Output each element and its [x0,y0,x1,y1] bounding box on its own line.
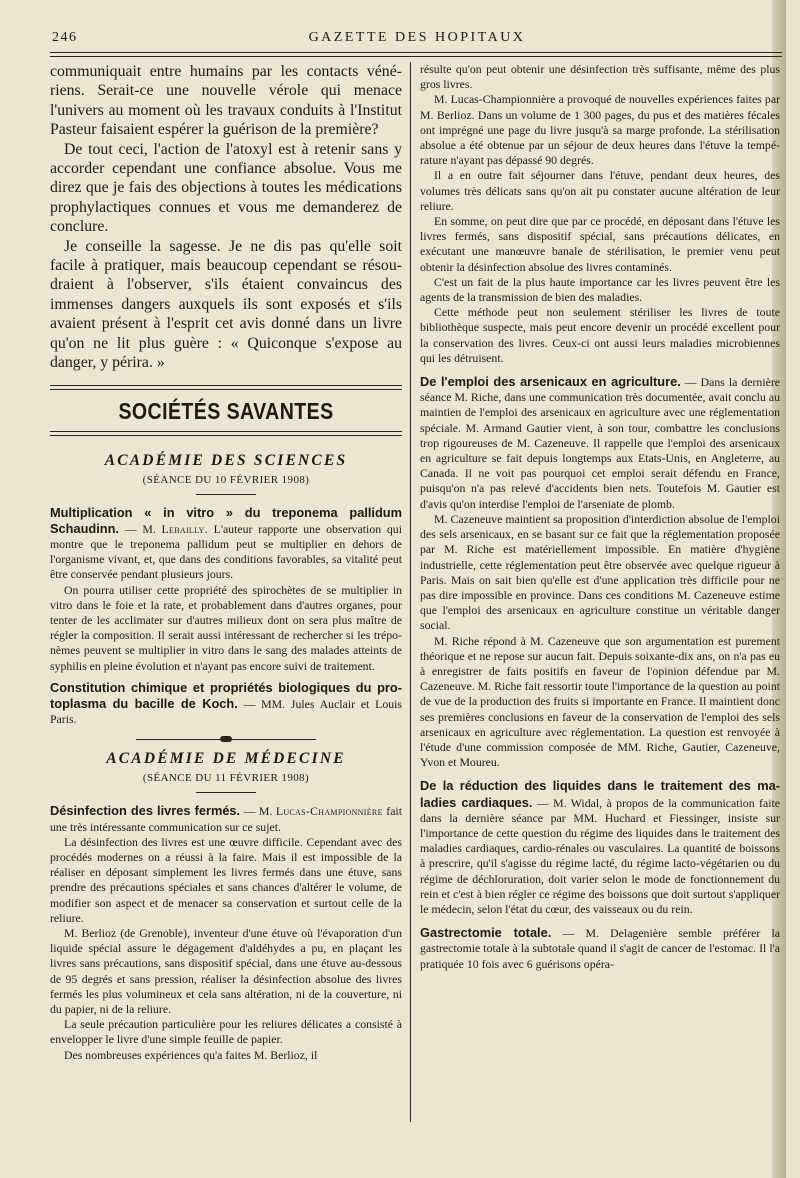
right-column-body [420,62,780,972]
academy-sciences-body: Multiplication « in vitro » du treponema pallidum Schaudinn. — M. Lebailly. L'auteur rapporte une observation qui montre que le treponema pallidum peut se multiplier en dehors de l'organisme vivant, et, que dans des conditions favorables, sa vitalité peut être conservée pendant plusieurs jours. On pourra utiliser cette propriété des spirochètes de se multiplier in vitro dans le foie et la rate, et probablement dans d'autres organes, pour tenter de les acclimater sur d'autres milieux dont on sera plus maître de régler la composition. Il serait aussi intéressant de rechercher si les tréponèmes peuvent se multiplier in vitro dans le sang des malades atteints de syphilis en pleine évolution et n'ayant pas encore suivi de traitement. Constitution chimique et propriétés biologiques du protoplasma du bacille de Koch. — MM. Jules Auclair et Louis Paris. [50,504,403,727]
paragraph: M. Riche répond à M. Cazeneuve que son argumentation est purement théorique et ne repose sur aucun fait. Depuis soixante-dix ans, on n'a pas eu à enregistrer de faits positifs en faveur de l'opinion défendue par M. Cazeneuve. M. Riche fait ressortir toute l'importance de la question au point de vue de la production des fruits si importante en France. Il maintient donc ses premières conclusions en faveur de la conservation de l'emploi des sels arsenicaux en agriculture avec réglementation. La question est renvoyée à l'étude d'une commission composée de MM. Riche, Gautier, Cazeneuve, Yvon et Moureu. [420,633,780,770]
academy-title: ACADÉMIE DES SCIENCES [104,451,348,469]
paragraph: résulte qu'on peut obtenir une désinfection très suffisante, même des plus gros livres. [420,62,780,92]
right-column [420,62,780,972]
session-date: (SÉANCE DU 11 FÉVRIER 1908) [142,772,310,785]
journal-title: GAZETTE DES HOPITAUX [308,30,526,45]
paragraph: On pourra utiliser cette propriété des spirochètes de se multiplier in vitro dans le foie et la rate, et probablement dans d'autres organes, pour tenter de les acclimater sur d'autres milieux dont on sera plus maître de régler la composition. Il serait aussi intéressant de rechercher si les tréponèmes peuvent se multiplier in vitro dans le sang des malades atteints de syphilis en pleine évolution et n'ayant pas encore suivi de traitement. [50,582,402,673]
entry-text: fait une très intéressante communication sur ce sujet. [50,804,402,834]
paragraph: Des nombreuses expériences qu'a faites M. Berlioz, il [64,1047,318,1062]
page-number: 246 [52,30,78,45]
ornamental-divider [136,739,316,740]
paragraph: M. Berlioz (de Grenoble), inventeur d'une étuve où l'évaporation d'un liquide spécial assure le dégagement d'aldéhydes a pu, en plaçant les livres sans précautions, sans dispositif spécial, dans une étuve au-dessous de 95 degrés et sans pression, réaliser la désinfection absolue des livres fermés les plus volumineux et cela sans altération, ni de la couverture, ni du papier, ni de la reliure. [50,925,402,1016]
paragraph: M. Lucas-Championnière a provoqué de nouvelles expériences faites par M. Berlioz. Dans un volume de 1 300 pages, du pus et des matières fécales ont imprégné une page du livre jusqu'à sa marge profonde. La stérilisation absolue a été obtenue par un séjour de deux heures dans l'étuve la température n'ayant pas dépassé 90 degrés. [420,92,780,168]
section-double-rule [50,385,402,390]
article-continuation [50,62,402,373]
entry-heading: Désinfection des livres fermés. [50,803,241,819]
entry-heading: Multiplication « in vitro » du treponema pallidum Schaudinn. [50,504,402,536]
paragraph: Il a en outre fait séjourner dans l'étuve, pendant deux heures, des volumes très délicats sans qu'on ait pu constater aucune altération de leur reliure. [420,168,780,213]
header-rule-2 [50,56,782,57]
paragraph: C'est un fait de la plus haute importance car les livres peuvent être les agents de la transmission de bien des maladies. [420,274,780,305]
left-column [50,62,402,1063]
author-name: Lebailly. [161,521,208,536]
paragraph: M. Cazeneuve maintient sa proposition d'interdiction absolue de l'emploi des sels arsenicaux, en se basant sur ce fait que la réglementation proposée par M. Riche est matériellement impossible. En matière d'hygiène industrielle, cette réglementation peut être observée avec quelque rigueur à Paris. Mais on sait bien qu'elle est d'une application très difficile pour ne pas dire impossible en province. Dans ces conditions M. Cazeneuve estime que l'emploi des arsenicaux en agriculture constitue un véritable danger social. [420,511,780,633]
paragraph: En somme, on peut dire que par ce procédé, en déposant dans l'étuve les livres fermés, sans dispositif spécial, sans précautions délicates, en exécutant une manœuvre banale de stérilisation, le premier venu peut obtenir la désinfection absolue des livres contaminés. [420,214,780,274]
paragraph: La désinfection des livres est une œuvre difficile. Cependant avec des procédés modernes on a réussi à la faire. Mais il est impossible de la réaliser en déposant simplement les livres fermés dans une étuve, sans prendre des précautions spéciales et sans chances d'altérer le volume, de modifier son aspect et de menacer sa conservation et surtout celle de la reliure. [50,834,402,925]
entry-text: — M. Widal, à propos de la communication faite dans la dernière séance par MM. Huchard et Fiessinger, insiste sur l'importance de cette question du régime des liquides dans le traitement des maladies cardiaques, cardio-rénales ou vasculaires. La quantité de boissons à prescrire, qu'il s'agisse du régime lacté, du régime lacto-végétarien ou du régime de déchloruration, doit varier selon le mode de fonctionnement du rein et c'est à bien régler ce régime des boissons que doit surtout s'appliquer le médecin, selon l'état du cœur, des vaisseaux ou du rein. [420,795,780,916]
running-header [52,30,782,50]
paragraph: Cette méthode peut non seulement stériliser les livres de toute bibliothèque suspecte, mais peut encore devenir un procédé excellent pour la conservation des livres. Ceux-ci ont aussi leurs maladies microbiennes qui les détruisent. [420,305,780,365]
divider [196,494,256,495]
academy-medecine-body: Désinfection des livres fermés. — M. Lucas-Championnière fait une très intéressante communication sur ce sujet. La désinfection des livres est une œuvre difficile. Cependant avec des procédés modernes on a réussi à la faire. Mais il est impossible de la réaliser en déposant simplement les livres fermés dans une étuve, sans prendre des précautions spéciales et sans chances d'altérer le volume, de modifier son aspect et de menacer sa conservation et surtout celle de la reliure. M. Berlioz (de Grenoble), inventeur d'une étuve où l'évaporation d'un liquide spécial assure le dégagement d'aldéhydes a pu, en plaçant les livres sans précautions, sans dispositif spécial, dans une étuve au-dessous de 95 degrés et sans pression, réaliser la désinfection absolue des livres fermés les plus volumineux et cela sans altération, ni de la couverture, ni du papier, ni de la reliure. La seule précaution particulière pour les reliures délicates a consisté à envelopper le livre d'une simple feuille de papier. Des nombreuses expériences qu'a faites M. Berlioz, il [50,803,402,1062]
entry-heading: De la réduction des liquides dans le traitement des maladies cardiaques. [420,778,780,810]
paragraph: Je conseille la sagesse. Je ne dis pas qu'elle soit facile à pratiquer, mais beaucoup cependant se résoudraient à l'observer, s'ils étaient convaincus des immenses dangers auxquels ils sont exposés et s'ils avaient présent à l'esprit cet avis donné dans un livre qu'on ne lit plus guère : « Quiconque s'expose au danger, y périra. » [50,237,402,372]
paragraph: communiquait entre humains par les contacts vénériens. Serait-ce une nouvelle vérole qui menace l'univers au moment où les travaux conduits à l'Institut Pasteur faisaient espérer la guérison de la première? [50,63,402,139]
entry-text: — Dans la dernière séance M. Riche, dans une communication très documentée, avait conclu au maintien de l'emploi des arsenicaux en agriculture avec une réglementation spéciale. M. Armand Gautier vient, à son tour, combattre les conclusions trop rigoureuses de M. Cazeneuve. Il rappelle que l'emploi des arsenicaux en agriculture se fait depuis longtemps aux Etats-Unis, en Angleterre, au Canada. Il ne voit pas pourquoi cet emploi serait défendu en France, puisqu'on n'a pas relevé d'accidents bien nets. Toutefois M. Gautier est d'avis qu'on interdise l'emploi de l'arseniate de plomb. [420,375,780,511]
entry-text: L'auteur rapporte une observation qui montre que le treponema pallidum peut se multiplier en dehors de l'organisme vivant, et, que dans des conditions favorables, sa vitalité peut être conservée pendant plusieurs jours. [50,521,402,582]
divider [196,792,256,793]
column-divider [410,62,411,1122]
paragraph: La seule précaution particulière pour les reliures délicates a consisté à envelopper le livre d'une simple feuille de papier. [50,1017,402,1047]
section-title: SOCIÉTÉS SAVANTES [118,397,334,424]
academy-title: ACADÉMIE DE MÉDECINE [106,750,346,768]
author-name: Lucas-Championnière [275,804,383,819]
session-date: (SÉANCE DU 10 FÉVRIER 1908) [142,473,310,486]
header-rule [50,52,782,53]
entry-heading: De l'emploi des arsenicaux en agriculture. [420,374,681,390]
entry-heading: Constitution chimique et propriétés biologiques du protoplasma du bacille de Koch. [50,679,402,711]
entry-authors: — MM. Jules Auclair et Louis Paris. [50,696,403,727]
entry-heading: Gastrectomie totale. [420,925,552,941]
paragraph: De tout ceci, l'action de l'atoxyl est à retenir sans y accorder cependant une confiance absolue. Vous me direz que je fais des objections à toutes les médications prophylactiques connues et vous me demanderez de conclure. [50,140,402,236]
entry-text: — M. Delagenière semble préférer la gastrectomie totale à la subtotale quand il s'agit de cancer de l'estomac. Il l'a pratiquée 10 fois avec 6 guérisons opéra- [420,926,780,971]
